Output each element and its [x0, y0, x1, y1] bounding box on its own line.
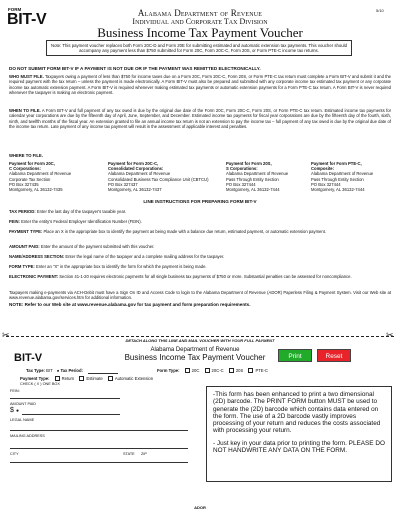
address-line: Alabama Department of Revenue — [9, 171, 72, 177]
address-line: Alabama Department of Revenue — [226, 171, 289, 177]
instruction-electronic-payment — [9, 274, 391, 279]
check-one-note: CHECK ( X ) ONE BOX — [20, 382, 60, 386]
address-title: Payment for Form PTE-C, — [311, 161, 362, 166]
instruction-text: Place an X in the appropriate box to identify the payment as being made with a balance due return, estimated payment, or automatic extension payment. — [43, 229, 327, 234]
city-state-zip-input[interactable] — [10, 462, 188, 463]
address-line: Montgomery, AL 36132-7444 — [311, 187, 365, 193]
payment-type-label: Payment Type: — [20, 376, 50, 381]
zip-label: ZIP — [141, 452, 147, 456]
form-type-label: Form Type: — [157, 368, 180, 373]
website-note: NOTE: Refer to our Web site at www.revenue.alabama.gov for tax payment and form preparation requirements. — [9, 302, 251, 307]
agency-name: Alabama Department of Revenue — [137, 8, 263, 18]
address-line: PO Box 327437 — [108, 181, 138, 187]
form-type-option: PTE-C — [255, 368, 268, 373]
instructions-heading: LINE INSTRUCTIONS FOR PREPARING FORM BIT-V — [143, 199, 257, 204]
instruction-text: Enter the entity's Federal Employer Identification Number (FEIN). — [21, 219, 142, 224]
fein-label: FEIN: — [10, 389, 20, 393]
epayment-text: Taxpayers making e-payments via ACH-Debit must have a Sign On ID and Access Code to login to the Alabama Department of Revenue (ADOR) Paperless Filing & Payment System. Visit our Web site at www.revenue.alabama.gov/services.htm for additional information. — [9, 290, 391, 301]
form-type-option: 20C-C — [211, 368, 224, 373]
legal-name-input[interactable] — [10, 430, 188, 431]
address-block-ptec — [311, 161, 393, 192]
when-to-file — [9, 108, 391, 129]
tax-period-input[interactable] — [88, 373, 118, 374]
tax-period-label: Tax Period: — [60, 368, 83, 373]
bullet-icon: ● — [56, 368, 60, 373]
instruction-text: Enter the last day of the taxpayer's taxable year. — [36, 209, 127, 214]
instruction-label: AMOUNT PAID: — [9, 244, 40, 249]
detach-instruction: DETACH ALONG THIS LINE AND MAIL VOUCHER WITH YOUR FULL PAYMENT — [125, 338, 275, 343]
legal-name-label: LEGAL NAME — [10, 418, 35, 422]
tax-type-label: Tax Type: — [26, 368, 45, 373]
when-to-file-text: A Form BIT-V and full payment of any tax owed is due by the original due date of the Form 20C, Form 20C-C, Form 20S, or Form PTE-C tax return. Estimated income tax payments for calendar year corporations are due by the fifteenth day of April, June, September, and December. Estimated income tax payments for fiscal year corporations are due by the fifteenth day of the fourth, sixth, ninth, and twelfth months of the fiscal year. An extension granted to file an annual income tax return is not an extension to pay the income tax – full payment of any tax owed is due by the original due date of the income tax return. Late payment of any income tax payment will result in the assessment of applicable interest and penalties. — [9, 108, 391, 129]
instruction-label: FORM TYPE: — [9, 264, 35, 269]
address-line: Pass Through Entity Section — [226, 176, 279, 182]
voucher-form-number: BIT-V — [14, 352, 43, 364]
where-to-file-heading: WHERE TO FILE. — [9, 153, 43, 158]
instruction-label: PAYMENT TYPE: — [9, 229, 43, 234]
address-title: Payment for Form 20C, — [9, 161, 55, 166]
address-line: Corporate Tax Section — [9, 176, 51, 182]
form-label: FORM — [8, 7, 22, 12]
barcode-info-box — [206, 386, 392, 482]
address-line: Montgomery, AL 36132-7437 — [108, 187, 162, 193]
address-line: PO Box 327444 — [311, 181, 341, 187]
scissors-icon: ✂ — [386, 330, 394, 340]
mailing-address-input[interactable] — [10, 448, 188, 449]
instruction-text: Enter the legal name of the taxpayer and a complete mailing address for the taxpayer. — [65, 254, 225, 259]
city-label: CITY — [10, 452, 19, 456]
address-line: Montgomery, AL 36132-7435 — [9, 187, 63, 193]
voucher-title: Business Income Tax Payment Voucher — [124, 353, 266, 362]
address-line: PO Box 327444 — [226, 181, 256, 187]
address-line: PO Box 327435 — [9, 181, 39, 187]
instruction-label: FEIN: — [9, 219, 20, 224]
instruction-amount-paid — [9, 244, 391, 249]
division-name: Individual and Corporate Tax Division — [132, 17, 268, 26]
address-title: Payment for Form 20S, — [226, 161, 272, 166]
page-title: Business Income Tax Payment Voucher — [97, 25, 303, 40]
voucher-agency: Alabama Department of Revenue — [150, 347, 240, 353]
address-subtitle: Consolidated Corporations: — [108, 166, 164, 172]
barcode-info-text: -This form has been enhanced to print a two dimensional (2D) barcode. The PRINT FORM button MUST be used to generate the (2D) barcode which contains data entered on the form. The use of a 2D barcode vastly improves processing of your return and reduces the costs associated with processing your return. — [213, 391, 381, 435]
footer-code: ADOR — [194, 505, 206, 510]
reset-button[interactable]: Reset — [317, 349, 351, 362]
payment-type-option: Automatic Extension — [114, 376, 154, 381]
address-line: Consolidated Business Tax Compliance Unit (CBTCU) — [108, 176, 209, 182]
address-line: Pass Through Entity Section — [311, 176, 364, 182]
note-box: Note: This payment voucher replaces both Form 20C-D and Form 20E for submitting estimated and automatic extension tax payments. This voucher should accompany any payment less than $750 submitted for Form 20C, Form 20C-C, Form 20S, or Form PTE-C income tax returns. — [46, 40, 352, 56]
payment-extension-checkbox[interactable] — [108, 376, 113, 381]
mailing-address-label: MAILING ADDRESS — [10, 434, 45, 438]
who-must-file-heading: WHO MUST FILE. — [9, 74, 44, 79]
address-title: Payment for Form 20C-C, — [108, 161, 159, 166]
address-block-20cc — [108, 161, 218, 192]
payment-type-row — [20, 376, 153, 381]
revision-date: 5/10 — [376, 8, 384, 13]
tax-type-value: BIT — [46, 368, 53, 373]
address-line: Alabama Department of Revenue — [108, 171, 171, 177]
state-label: STATE — [123, 452, 135, 456]
instruction-payment-type — [9, 229, 391, 234]
payment-type-option: Return — [61, 376, 75, 381]
address-subtitle: Composite: — [311, 166, 335, 172]
payment-type-option: Estimate — [86, 376, 103, 381]
detach-line — [6, 336, 394, 337]
form-type-20s-checkbox[interactable] — [229, 368, 234, 373]
form-type-20cc-checkbox[interactable] — [205, 368, 210, 373]
address-subtitle: S Corporations: — [226, 166, 258, 172]
form-number: BIT-V — [7, 11, 47, 28]
form-type-20c-checkbox[interactable] — [185, 368, 190, 373]
dollar-sign: $ — [10, 407, 14, 414]
scissors-icon: ✂ — [2, 330, 10, 340]
instruction-name-address — [9, 254, 391, 259]
when-to-file-heading: WHEN TO FILE. — [9, 108, 41, 113]
fein-input[interactable] — [10, 398, 120, 399]
instruction-fein — [9, 219, 391, 224]
who-must-file-text: Taxpayers owing a payment of less than $750 for income taxes due on a Form 20C, Form 20C-C, Form 20S, or Form PTE-C tax return must complete a Form BIT-V and submit it and the required payment with the tax return – unless the payment is made electronically. A Form BIT-V must also be prepared and submitted with any corporate income tax estimated tax payment or any corporate income tax automatic extension payment. A Form BIT-V is required whenever making estimated tax payments or automatic extension payments for a Form PTE-C tax return. A Form BIT-V is never required whenever the taxpayer is making an electronic payment. — [9, 74, 392, 95]
amount-paid-input[interactable] — [22, 414, 120, 415]
who-must-file — [9, 74, 391, 95]
form-type-row — [157, 368, 268, 373]
instruction-form-type — [9, 264, 391, 269]
instruction-tax-period — [9, 209, 391, 214]
instruction-text: Section 41-1-20 requires electronic payments for all single business tax payments of $750 or more. Substantial penalties can be assessed for noncompliance. — [59, 274, 352, 279]
address-block-20c — [9, 161, 104, 192]
address-line: Alabama Department of Revenue — [311, 171, 374, 177]
form-type-ptec-checkbox[interactable] — [248, 368, 253, 373]
instruction-label: NAME/ADDRESS SECTION: — [9, 254, 65, 259]
payment-return-checkbox[interactable] — [55, 376, 60, 381]
instruction-text: Enter the amount of the payment submitted with this voucher. — [40, 244, 155, 249]
address-line: Montgomery, AL 36132-7444 — [226, 187, 280, 193]
tax-type-row — [26, 368, 83, 373]
amount-paid-label: AMOUNT PAID — [10, 402, 37, 406]
warning-text: DO NOT SUBMIT FORM BIT-V IF A PAYMENT IS NOT DUE OR IF THE PAYMENT WAS REMITTED ELECTRONICALLY. — [9, 66, 261, 71]
bullet-icon: ● — [16, 408, 20, 414]
instruction-label: TAX PERIOD: — [9, 209, 36, 214]
address-block-20s — [226, 161, 321, 192]
form-type-option: 20S — [235, 368, 244, 373]
form-type-option: 20C — [191, 368, 200, 373]
instruction-label: ELECTRONIC PAYMENT: — [9, 274, 59, 279]
instruction-text: Enter an "X" in the appropriate box to identify the form for which the payment is being made. — [36, 264, 207, 269]
address-subtitle: C Corporations: — [9, 166, 41, 172]
print-button[interactable]: Print — [278, 349, 312, 362]
handwrite-warning-text: - Just key in your data prior to printing the form. PLEASE DO NOT HANDWRITE ANY DATA ON THE FORM. — [213, 439, 385, 455]
payment-estimate-checkbox[interactable] — [79, 376, 84, 381]
